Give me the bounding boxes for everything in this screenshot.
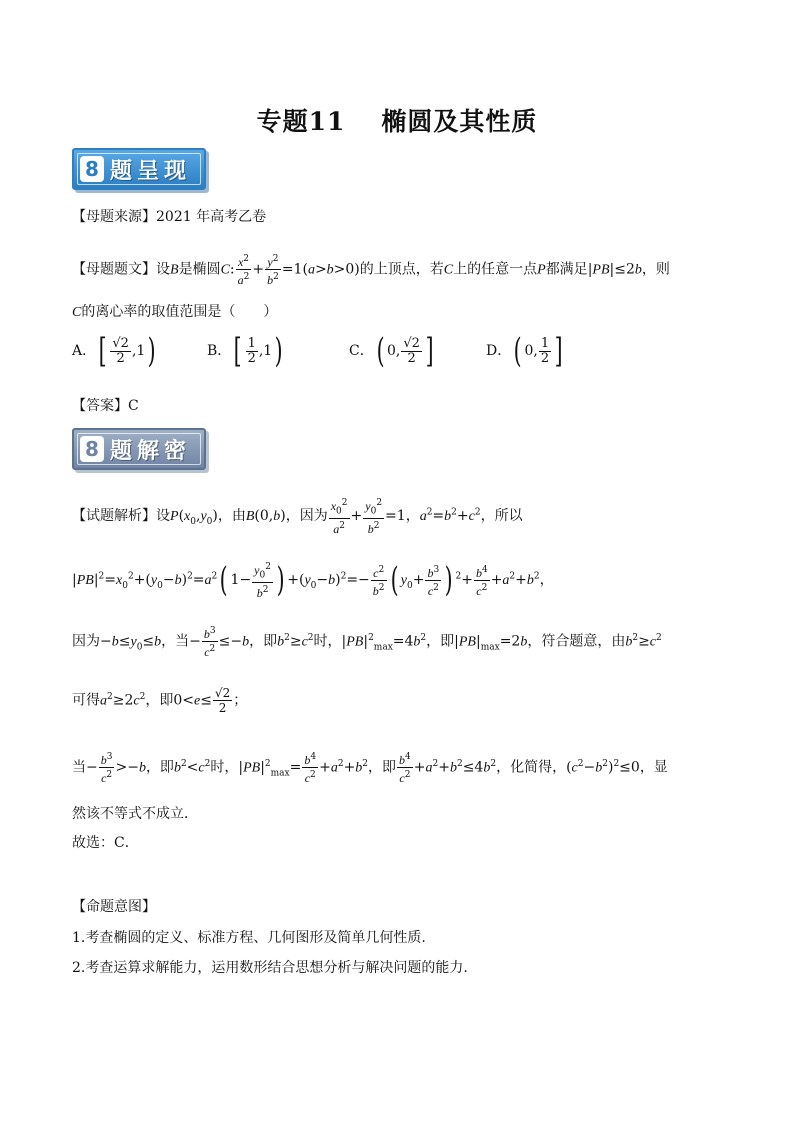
intent-heading: 【命题意图】	[72, 899, 156, 915]
analysis-text: 可得	[72, 692, 100, 709]
analysis-text: ，即	[426, 633, 455, 650]
analysis-line-3: 因为$-b\le y_0\le b$，当− $\frac{b^3}{c^2}$ ≤−b，即$b^2\ge c^2$时，$|PB|^2_{max}=4b^2$，即$|PB|_{max}=2b$，符合题意，由$b^2\ge c^2$	[72, 626, 662, 659]
banner-label: 题解密	[110, 439, 192, 464]
option-b[interactable]: B．[ $\frac{1}{2}$ ,1)	[207, 331, 283, 371]
analysis-line-6: 然该不等式不成立．	[72, 806, 198, 822]
analysis-line-5: 当− $\frac{b^3}{c^2}$ >−b，即$b^2<c^2$时，$|PB|^2_{max}=$ $\frac{b^4}{c^2}$ $+a^2+b^2$，即 $\frac{b^4}{c^2}$ $+a^2+b^2\le 4b^2$，化简得，$(c^2-b^2)^2\le 0$，显	[72, 752, 668, 785]
analysis-line-1: 【试题解析】设$P(x_0,y_0)$，由B(0,b)，因为 $\frac{x_0^2}{a^2}$ + $\frac{y_0^2}{b^2}$ =1，$a^2=b^2+c^2$，所以	[72, 498, 523, 537]
analysis-text: ，当	[161, 633, 190, 650]
analysis-line-7: 故选：C．	[72, 835, 139, 851]
analysis-text: 时，	[313, 633, 342, 650]
problem-text: 的上顶点，若	[359, 261, 444, 278]
banner-number-icon: 8	[80, 436, 104, 462]
option-label: C．	[349, 343, 374, 359]
problem-text: 的离心率的取值范围是（ ）	[81, 304, 278, 320]
problem-banner	[72, 148, 206, 190]
analysis-text: 当	[72, 759, 86, 776]
analysis-line-4: 可得$a^2\ge 2c^2$，即0<e≤ $\frac{√2}{2}$ ；	[72, 686, 248, 715]
banner-label: 题呈现	[110, 159, 192, 184]
analysis-text: ，显	[639, 759, 668, 776]
analysis-text: ，由	[217, 508, 246, 525]
option-c[interactable]: C．( 0, $\frac{√2}{2}$ ]	[349, 331, 434, 371]
answer-line	[72, 395, 139, 415]
problem-text: 设	[156, 261, 170, 278]
fraction: $\frac{x^2}{a^2}$	[237, 254, 250, 287]
option-d[interactable]: D．( 0, $\frac{1}{2}$ ]	[486, 331, 563, 371]
fraction: $\frac{y^2}{b^2}$	[267, 254, 279, 287]
problem-text: 上的任意一点	[453, 261, 538, 278]
problem-text: 都满足	[545, 261, 588, 278]
source-line	[72, 206, 266, 226]
analysis-text: ，因为	[285, 508, 328, 525]
problem-text: ，则	[641, 261, 670, 278]
analysis-bracket: 【试题解析】	[72, 508, 156, 525]
problem-text: 是椭圆	[178, 261, 221, 278]
analysis-line-2: $|PB|^2=x_0^2+(y_0-b)^2=a^2$( 1− $\frac{y_0^2}{b^2}$ ) $+(y_0-b)^2=-$ $\frac{c^2}{b^2}$ ( $y_0+$ $\frac{b^3}{c^2}$ ) $^2$+ $\frac{b^4}{c^2}$ $+a^2+b^2$，	[72, 560, 554, 601]
analysis-text: 设	[156, 508, 170, 525]
analysis-text: ，符合题意，由	[527, 633, 626, 650]
analysis-text: ；	[233, 692, 248, 709]
analysis-text: ，即	[145, 692, 174, 709]
intent-item-2: 2.考查运算求解能力，运用数形结合思想分析与解决问题的能力.	[72, 960, 468, 976]
source-bracket: 【母题来源】	[72, 209, 156, 225]
intent-item-1: 1.考查椭圆的定义、标准方程、几何图形及简单几何性质.	[72, 930, 426, 946]
option-label: B．	[207, 343, 232, 359]
source-text: 2021 年高考乙卷	[156, 209, 267, 225]
analysis-text: ，所以	[480, 508, 523, 525]
problem-line-1: 【母题题文】设B是椭圆C: $\frac{x^2}{a^2}$ + $\frac{y^2}{b^2}$ =1(a>b>0)的上顶点，若C上的任意一点P都满足|PB|≤2b，则	[72, 254, 670, 287]
analysis-text: ，化简得，	[496, 759, 567, 776]
problem-line-2: C的离心率的取值范围是（ ）	[72, 304, 278, 320]
option-a[interactable]: A．[ $\frac{√2}{2}$ ,1)	[72, 331, 156, 371]
analysis-text: ，即	[145, 759, 174, 776]
answer-text: C	[128, 398, 139, 414]
analysis-text: 时，	[210, 759, 239, 776]
analysis-text: ，即	[249, 633, 278, 650]
problem-bracket: 【母题题文】	[72, 261, 156, 278]
banner-number-icon: 8	[80, 156, 104, 182]
option-label: D．	[486, 343, 512, 359]
option-label: A．	[72, 343, 97, 359]
page-title	[0, 102, 794, 138]
title-subject: 椭圆及其性质	[381, 107, 538, 136]
solution-banner	[72, 428, 206, 470]
analysis-text: ，	[405, 508, 420, 525]
title-topic: 专题11	[256, 107, 346, 136]
analysis-text: 因为	[72, 633, 100, 650]
answer-bracket: 【答案】	[72, 398, 128, 414]
analysis-text: ，即	[368, 759, 397, 776]
